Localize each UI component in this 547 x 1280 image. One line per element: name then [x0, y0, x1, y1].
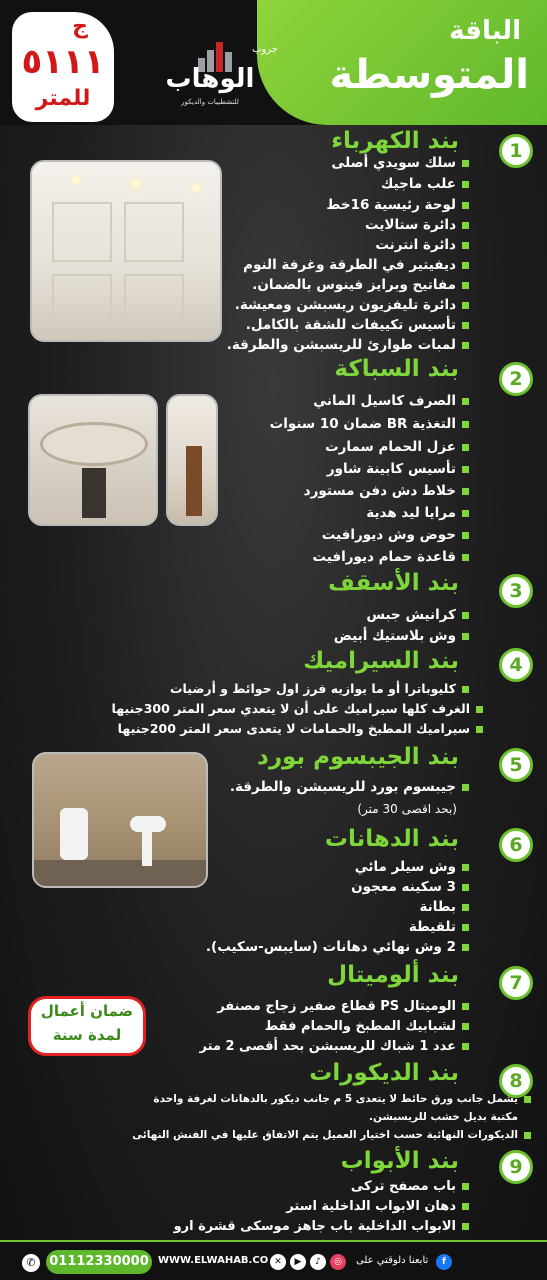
section-2-title: بند السباكة	[334, 356, 459, 382]
section-4-number-icon: 4	[499, 648, 533, 682]
tiktok-icon[interactable]: ♪	[310, 1254, 326, 1270]
section-5-item: جيبسوم بورد للريسبشن والطرقة.	[230, 778, 469, 796]
section-4-title: بند السيراميك	[303, 648, 459, 674]
section-6-item: بطانة	[419, 898, 469, 916]
section-3-number-icon: 3	[499, 574, 533, 608]
section-1-item: تأسيس تكييفات للشقة بالكامل.	[246, 316, 469, 334]
section-6-item: 2 وش نهائي دهانات (سايبس-سكيب).	[206, 938, 469, 956]
warranty-badge	[28, 996, 146, 1056]
section-1-item: مفاتيح وبرايز فينوس بالضمان.	[252, 276, 469, 294]
section-1-item: ديفيتير في الطرقة وغرفة النوم	[243, 256, 469, 274]
section-8-title: بند الديكورات	[309, 1060, 459, 1086]
section-6-item: تلقيطة	[409, 918, 469, 936]
section-1-item: دائرة انترنت	[375, 236, 469, 254]
section-8-number-icon: 8	[499, 1064, 533, 1098]
section-7-number-icon: 7	[499, 966, 533, 1000]
header	[0, 0, 547, 125]
section-1-number-icon: 1	[499, 134, 533, 168]
wall-panel-photo	[30, 160, 222, 342]
section-6-title: بند الدهانات	[324, 826, 459, 852]
x-icon[interactable]: ✕	[270, 1254, 286, 1270]
section-6-item: 3 سكينه معجون	[351, 878, 469, 896]
section-7-item: الوميتال PS قطاع صفير زجاج مصنفر	[217, 998, 469, 1016]
section-4-item: سيراميك المطبخ والحمامات لا يتعدى سعر المتر 200جنيها	[118, 720, 483, 738]
section-2-item: قاعدة حمام ديورافيت	[312, 548, 469, 566]
section-5-number-icon: 5	[499, 748, 533, 782]
section-1-item: لمبات طوارئ للريسبشن والطرقة.	[227, 336, 469, 354]
section-7-item: لشبابيك المطبخ والحمام فقط	[265, 1018, 469, 1036]
section-1-item: دائرة تليفزيون ريسبشن ومعيشة.	[235, 296, 469, 314]
section-8-item: مكتبة بديل خشب للريسبشن.	[369, 1111, 518, 1123]
section-2-number-icon: 2	[499, 362, 533, 396]
section-5-title: بند الجيبسوم بورد	[257, 744, 459, 770]
section-3-item: وش بلاستيك أبيض	[334, 627, 469, 645]
facebook-icon[interactable]: f	[436, 1254, 452, 1270]
section-2-item: خلاط دش دفن مستورد	[304, 482, 469, 500]
footer	[0, 1240, 547, 1280]
section-1-item: علب ماجيك	[381, 175, 469, 193]
section-9-number-icon: 9	[499, 1150, 533, 1184]
logo-group-label: جروب	[252, 44, 278, 55]
phone-number[interactable]: 01112330000	[46, 1250, 152, 1274]
section-2-item: حوض وش ديورافيت	[322, 526, 469, 544]
section-7-title: بند ألوميتال	[327, 962, 459, 988]
warranty-line-2: لمدة سنة	[52, 1026, 122, 1044]
package-label: الباقة	[449, 16, 521, 46]
price-currency: ج	[72, 14, 88, 39]
whatsapp-icon[interactable]: ✆	[22, 1254, 40, 1272]
section-9-item: باب مصفح تركى	[351, 1178, 469, 1196]
bathroom-photo	[32, 752, 208, 888]
section-1-item: سلك سويدي أصلى	[331, 154, 469, 172]
price-badge	[12, 12, 114, 122]
website-link[interactable]: WWW.ELWAHAB.CO	[158, 1255, 269, 1266]
section-8-item: يشمل جانب ورق حائط لا يتعدى 5 م جانب ديكور بالدهانات لغرفة واحدة	[153, 1090, 531, 1108]
section-1-item: دائرة ستالايت	[365, 216, 469, 234]
section-1-item: لوحة رئيسية 16خط	[326, 196, 469, 214]
package-name: المتوسطة	[329, 52, 529, 98]
section-2-item: الصرف كاسيل الماني	[313, 392, 469, 410]
warranty-line-1: ضمان أعمال	[40, 1002, 134, 1020]
price-value: ٥١١١	[21, 42, 105, 82]
section-3-item: كرانيش جبس	[366, 606, 469, 624]
logo-tagline: للتشطيبات والديكور	[181, 98, 239, 106]
company-logo	[150, 42, 278, 106]
section-7-item: عدد 1 شباك للريسبشن بحد أقصى 2 متر	[200, 1038, 469, 1056]
green-header-banner	[257, 0, 547, 125]
follow-us-label: تابعنا دلوقتي على	[356, 1255, 429, 1266]
section-9-title: بند الأبواب	[340, 1148, 459, 1174]
gypsum-ceiling-photo	[28, 394, 158, 526]
section-8-item: الديكورات النهائية حسب اختيار العميل يتم الاتفاق عليها في الفنش النهائى	[132, 1126, 531, 1144]
corridor-photo	[166, 394, 218, 526]
section-1-title: بند الكهرباء	[331, 128, 459, 154]
section-3-title: بند الأسقف	[328, 570, 459, 596]
section-6-item: وش سيلر مائي	[355, 858, 469, 876]
section-9-item: دهان الابواب الداخلية استر	[286, 1198, 469, 1216]
section-2-item: عزل الحمام سمارت	[325, 438, 469, 456]
section-5-note: (بحد اقصى 30 متر)	[357, 802, 457, 816]
section-2-item: مرايا ليد هدية	[366, 504, 469, 522]
section-6-number-icon: 6	[499, 828, 533, 862]
logo-name: الوهاب	[165, 64, 255, 94]
section-4-item: كليوباترا أو ما يوازيه فرز اول حوائط و أرضيات	[170, 680, 469, 698]
youtube-icon[interactable]: ▶	[290, 1254, 306, 1270]
section-4-item: الغرف كلها سيراميك على أن لا يتعدي سعر المتر 300جنيها	[112, 700, 483, 718]
section-2-item: تأسيس كابينة شاور	[327, 460, 469, 478]
section-2-item: التغذية BR ضمان 10 سنوات	[270, 415, 469, 433]
instagram-icon[interactable]: ◎	[330, 1254, 346, 1270]
price-unit: للمتر	[35, 86, 91, 111]
section-9-item: الابواب الداخلية باب جاهز موسكى قشرة ارو	[174, 1218, 469, 1236]
